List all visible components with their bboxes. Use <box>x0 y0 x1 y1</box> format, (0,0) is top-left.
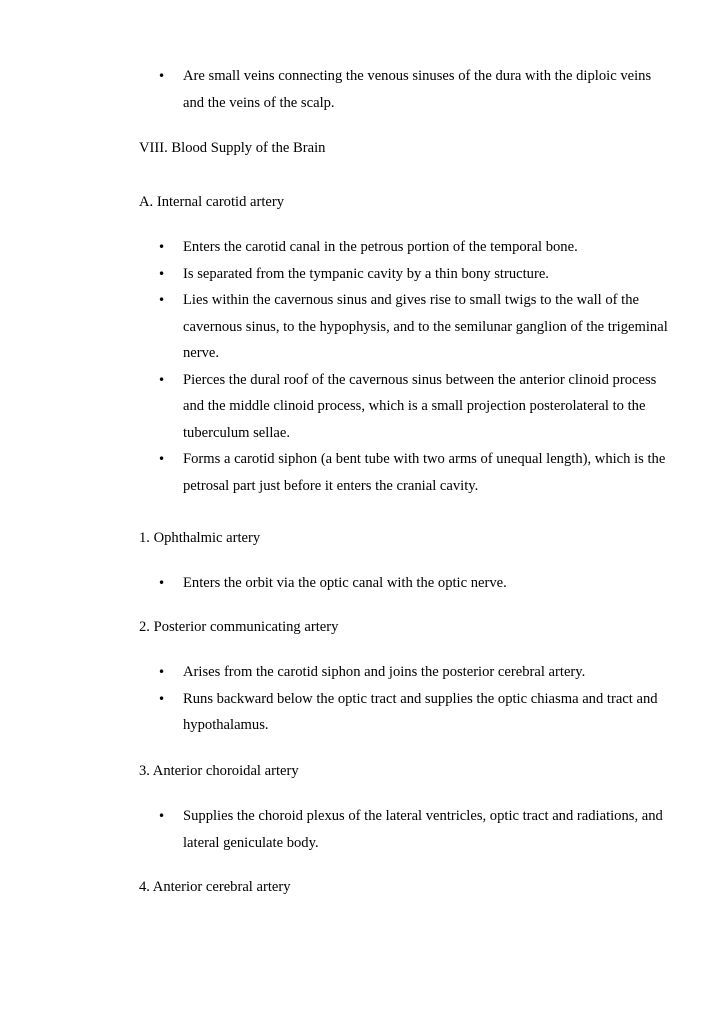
list-item: • Enters the carotid canal in the petrous portion of the temporal bone. <box>0 234 673 261</box>
list-item: • Lies within the cavernous sinus and gives rise to small twigs to the wall of the cavernous sinus, to the hypophysis, and to the semilunar ganglion of the trigeminal nerve. <box>0 287 673 367</box>
internal-carotid-bullet-list <box>0 234 728 499</box>
list-item: • Pierces the dural roof of the cavernous sinus between the anterior clinoid process and the middle clinoid process, which is a small projection posterolateral to the tuberculum sellae. <box>0 367 673 447</box>
section-heading-blood-supply: VIII. Blood Supply of the Brain <box>139 140 326 156</box>
list-item: • Enters the orbit via the optic canal with the optic nerve. <box>0 570 673 597</box>
list-item: • Supplies the choroid plexus of the lateral ventricles, optic tract and radiations, and lateral geniculate body. <box>0 803 673 856</box>
posterior-communicating-bullet-list <box>0 659 728 739</box>
list-item: • Are small veins connecting the venous sinuses of the dura with the diploic veins and the veins of the scalp. <box>0 63 673 116</box>
subsection-heading-internal-carotid: A. Internal carotid artery <box>139 194 285 210</box>
subsection-heading-ophthalmic: 1. Ophthalmic artery <box>139 530 261 546</box>
subsection-heading-anterior-cerebral: 4. Anterior cerebral artery <box>139 879 291 895</box>
list-item: • Runs backward below the optic tract and supplies the optic chiasma and tract and hypothalamus. <box>0 686 673 739</box>
subsection-heading-posterior-communicating: 2. Posterior communicating artery <box>139 619 339 635</box>
list-item: • Arises from the carotid siphon and joins the posterior cerebral artery. <box>0 659 673 686</box>
list-item: • Is separated from the tympanic cavity by a thin bony structure. <box>0 261 673 288</box>
anterior-choroidal-bullet-list <box>0 803 728 856</box>
intro-bullet-list <box>0 63 728 116</box>
ophthalmic-bullet-list <box>0 570 728 597</box>
subsection-heading-anterior-choroidal: 3. Anterior choroidal artery <box>139 763 299 779</box>
list-item: • Forms a carotid siphon (a bent tube with two arms of unequal length), which is the petrosal part just before it enters the cranial cavity. <box>0 446 673 499</box>
